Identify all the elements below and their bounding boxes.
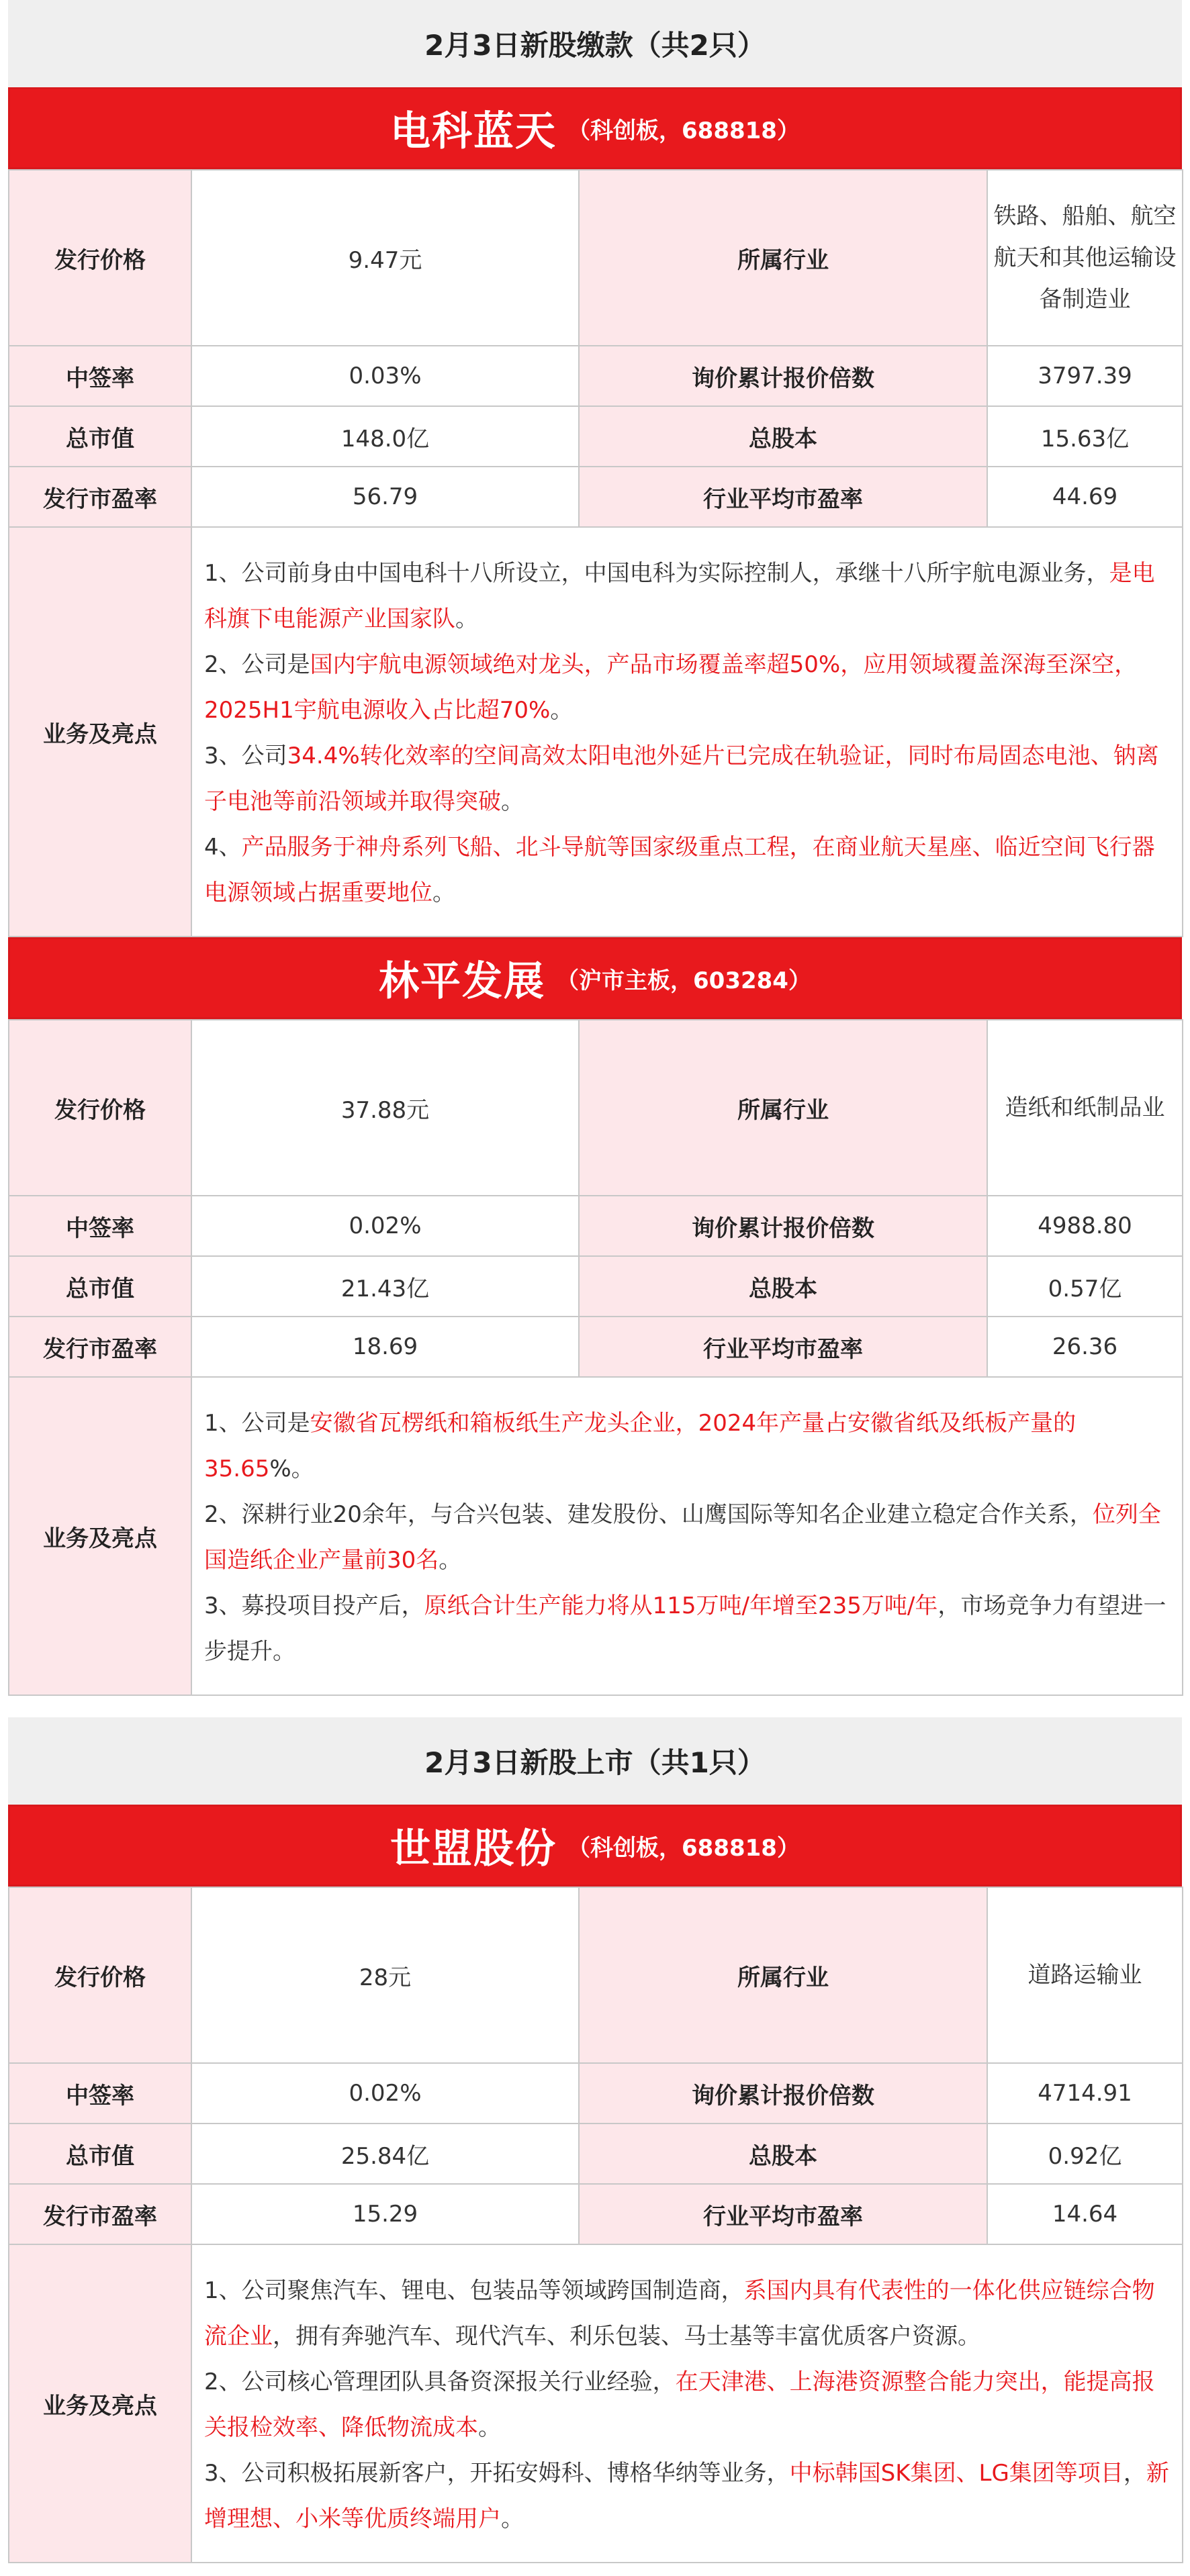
inquiry-multiple-value: 4714.91 xyxy=(987,2063,1183,2124)
highlight-item xyxy=(204,2450,1170,2542)
issue-price-value: 28元 xyxy=(191,1887,579,2063)
issue-pe-label: 发行市盈率 xyxy=(9,1317,191,1377)
table-row xyxy=(9,1317,1183,1377)
highlight-key-text: 国内宇航电源领域绝对龙头，产品市场覆盖率超50%，应用领域覆盖深海至深空，2025H1宇航电源收入占比超70% xyxy=(204,651,1138,724)
business-highlights xyxy=(191,2244,1183,2563)
issue-price-label: 发行价格 xyxy=(9,1020,191,1196)
stock-title-bar xyxy=(8,1805,1182,1887)
stock-info-table xyxy=(8,1019,1183,1696)
table-row xyxy=(9,2244,1183,2563)
inquiry-multiple-label: 询价累计报价倍数 xyxy=(579,2063,987,2124)
highlight-text: 。 xyxy=(501,788,524,815)
highlight-item xyxy=(204,733,1170,824)
issue-price-label: 发行价格 xyxy=(9,1887,191,2063)
highlight-text: ，拥有奔驰汽车、现代汽车、利乐包装、马士基等丰富优质客户资源。 xyxy=(273,2323,980,2350)
win-rate-label: 中签率 xyxy=(9,346,191,406)
win-rate-value: 0.02% xyxy=(191,1196,579,1256)
highlight-item xyxy=(204,824,1170,916)
issue-pe-label: 发行市盈率 xyxy=(9,2184,191,2244)
industry-value: 铁路、船舶、航空航天和其他运输设备制造业 xyxy=(987,170,1183,346)
stock-info-table xyxy=(8,1887,1183,2563)
issue-pe-label: 发行市盈率 xyxy=(9,467,191,527)
highlight-key-text: 产品服务于神舟系列飞船、北斗导航等国家级重点工程，在商业航天星座、临近空间飞行器电源领域占据重要地位 xyxy=(204,834,1155,906)
table-row xyxy=(9,467,1183,527)
highlight-text: ，市场竞争力有望进一步提升。 xyxy=(204,1592,1166,1665)
market-cap-label: 总市值 xyxy=(9,2124,191,2184)
highlight-text: 2、公司是 xyxy=(204,651,310,678)
business-label: 业务及亮点 xyxy=(9,2244,191,2563)
highlight-text: 3、募投项目投产后， xyxy=(204,1592,424,1619)
section-header xyxy=(8,0,1182,87)
section-title: 2月3日新股缴款（共2只） xyxy=(424,29,766,62)
business-highlights xyxy=(191,1377,1183,1695)
total-shares-label: 总股本 xyxy=(579,406,987,467)
stock-board-code: （科创板，688818） xyxy=(567,117,800,144)
highlight-item xyxy=(204,2268,1170,2359)
issue-pe-value: 56.79 xyxy=(191,467,579,527)
inquiry-multiple-label: 询价累计报价倍数 xyxy=(579,346,987,406)
highlight-key-text: 原纸合计生产能力将从115万吨/年增至235万吨/年 xyxy=(424,1592,938,1619)
stock-name: 林平发展 xyxy=(379,958,546,1005)
highlight-key-text: 在天津港、上海港资源整合能力突出，能提高报关报检效率、降低物流成本 xyxy=(204,2369,1155,2441)
highlight-text: 1、公司是 xyxy=(204,1410,310,1437)
industry-pe-label: 行业平均市盈率 xyxy=(579,467,987,527)
highlight-text: 3、公司积极拓展新客户，开拓安姆科、博格华纳等业务， xyxy=(204,2460,790,2487)
highlight-text: 3、公司 xyxy=(204,743,287,769)
table-row xyxy=(9,1887,1183,2063)
stock-name: 电科蓝天 xyxy=(390,108,557,155)
highlight-item xyxy=(204,551,1170,642)
highlight-item xyxy=(204,1583,1170,1674)
stock-name: 世盟股份 xyxy=(390,1825,557,1872)
business-label: 业务及亮点 xyxy=(9,1377,191,1695)
table-row xyxy=(9,1020,1183,1196)
issue-price-value: 37.88元 xyxy=(191,1020,579,1196)
stock-board-code: （科创板，688818） xyxy=(567,1834,800,1862)
total-shares-value: 15.63亿 xyxy=(987,406,1183,467)
highlight-key-text: 安徽省瓦楞纸和箱板纸生产龙头企业，2024年产量占安徽省纸及纸板产量的35.65 xyxy=(204,1410,1077,1482)
issue-price-value: 9.47元 xyxy=(191,170,579,346)
table-row xyxy=(9,1196,1183,1256)
issue-pe-value: 15.29 xyxy=(191,2184,579,2244)
industry-value: 造纸和纸制品业 xyxy=(987,1020,1183,1196)
industry-pe-value: 44.69 xyxy=(987,467,1183,527)
table-row xyxy=(9,1256,1183,1317)
industry-value: 道路运输业 xyxy=(987,1887,1183,2063)
highlight-text: %。 xyxy=(269,1456,314,1482)
issue-pe-value: 18.69 xyxy=(191,1317,579,1377)
table-row xyxy=(9,1377,1183,1695)
section-header xyxy=(8,1717,1182,1805)
table-row xyxy=(9,406,1183,467)
highlight-key-text: 系国内具有代表性的一体化供应链综合物流企业 xyxy=(204,2277,1155,2350)
total-shares-label: 总股本 xyxy=(579,1256,987,1317)
table-row xyxy=(9,2124,1183,2184)
highlight-text: 。 xyxy=(455,606,478,632)
highlight-key-text: 34.4%转化效率的空间高效太阳电池外延片已完成在轨验证，同时布局固态电池、钠离子电池等前沿领域并取得突破 xyxy=(204,743,1159,815)
highlight-text: 4、 xyxy=(204,834,242,861)
highlight-key-text: 是电科旗下电能源产业国家队 xyxy=(204,560,1155,632)
stock-title-bar xyxy=(8,87,1182,169)
table-row xyxy=(9,527,1183,937)
highlight-text: 。 xyxy=(550,697,574,724)
business-label: 业务及亮点 xyxy=(9,527,191,937)
total-shares-value: 0.57亿 xyxy=(987,1256,1183,1317)
total-shares-value: 0.92亿 xyxy=(987,2124,1183,2184)
table-row xyxy=(9,170,1183,346)
win-rate-label: 中签率 xyxy=(9,2063,191,2124)
market-cap-label: 总市值 xyxy=(9,1256,191,1317)
stock-title-bar xyxy=(8,937,1182,1019)
industry-label: 所属行业 xyxy=(579,170,987,346)
highlight-key-text: 位列全国造纸企业产量前30名 xyxy=(204,1501,1161,1574)
highlight-text: 。 xyxy=(478,2414,501,2441)
market-cap-label: 总市值 xyxy=(9,406,191,467)
section-gap xyxy=(8,1696,1182,1717)
market-cap-value: 148.0亿 xyxy=(191,406,579,467)
industry-label: 所属行业 xyxy=(579,1887,987,2063)
highlight-text: 2、公司核心管理团队具备资深报关行业经验， xyxy=(204,2369,676,2395)
highlight-key-text: 中标韩国SK集团、LG集团等项目 xyxy=(789,2460,1124,2487)
win-rate-label: 中签率 xyxy=(9,1196,191,1256)
win-rate-value: 0.03% xyxy=(191,346,579,406)
industry-label: 所属行业 xyxy=(579,1020,987,1196)
business-highlights xyxy=(191,527,1183,937)
highlight-text: ， xyxy=(1123,2460,1146,2487)
highlight-text: 2、深耕行业20余年，与合兴包装、建发股份、山鹰国际等知名企业建立稳定合作关系， xyxy=(204,1501,1093,1528)
stock-board-code: （沪市主板，603284） xyxy=(556,967,811,994)
industry-pe-value: 26.36 xyxy=(987,1317,1183,1377)
highlight-key-text: 新增理想、小米等优质终端用户 xyxy=(204,2460,1169,2532)
stock-info-table xyxy=(8,169,1183,937)
highlight-text: 1、公司聚焦汽车、锂电、包装品等领域跨国制造商， xyxy=(204,2277,744,2304)
section-title: 2月3日新股上市（共1只） xyxy=(424,1746,766,1779)
industry-pe-value: 14.64 xyxy=(987,2184,1183,2244)
industry-pe-label: 行业平均市盈率 xyxy=(579,2184,987,2244)
highlight-item xyxy=(204,2359,1170,2450)
market-cap-value: 21.43亿 xyxy=(191,1256,579,1317)
table-row xyxy=(9,2184,1183,2244)
market-cap-value: 25.84亿 xyxy=(191,2124,579,2184)
inquiry-multiple-label: 询价累计报价倍数 xyxy=(579,1196,987,1256)
total-shares-label: 总股本 xyxy=(579,2124,987,2184)
inquiry-multiple-value: 3797.39 xyxy=(987,346,1183,406)
issue-price-label: 发行价格 xyxy=(9,170,191,346)
highlight-text: 。 xyxy=(501,2506,524,2532)
win-rate-value: 0.02% xyxy=(191,2063,579,2124)
highlight-item xyxy=(204,642,1170,733)
highlight-item xyxy=(204,1400,1170,1492)
table-row xyxy=(9,2063,1183,2124)
highlight-item xyxy=(204,1492,1170,1583)
inquiry-multiple-value: 4988.80 xyxy=(987,1196,1183,1256)
highlight-text: 。 xyxy=(432,879,455,906)
highlight-text: 。 xyxy=(439,1547,462,1574)
table-row xyxy=(9,346,1183,406)
highlight-text: 1、公司前身由中国电科十八所设立，中国电科为实际控制人，承继十八所宇航电源业务， xyxy=(204,560,1109,587)
industry-pe-label: 行业平均市盈率 xyxy=(579,1317,987,1377)
